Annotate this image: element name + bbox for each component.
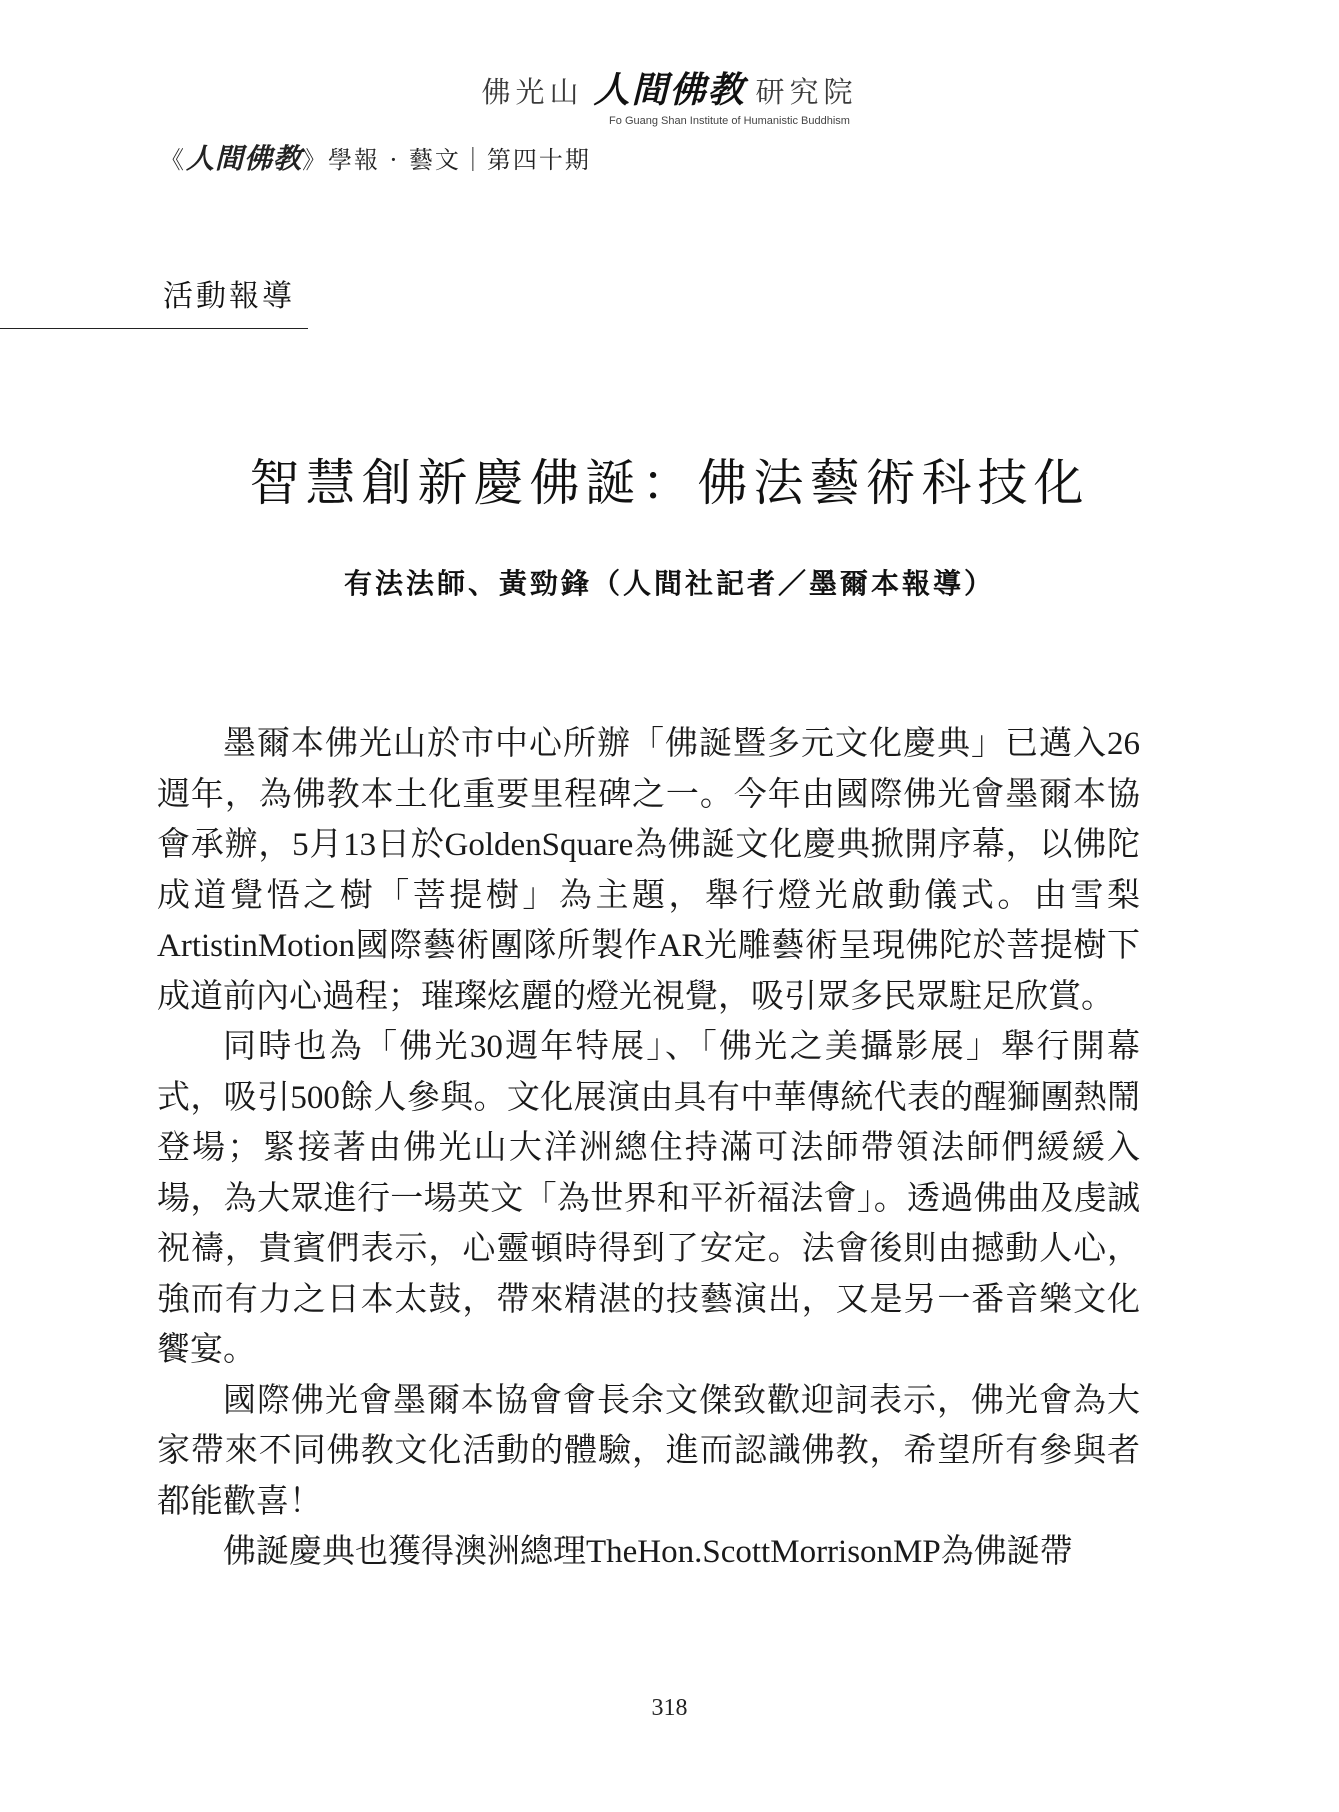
journal-running-head <box>160 137 591 177</box>
institute-brand-logo: 人間佛教 <box>593 69 746 111</box>
institute-name <box>0 62 1339 113</box>
institute-english-name: Fo Guang Shan Institute of Humanistic Buddhism <box>609 115 850 127</box>
journal-brand: 人間佛教 <box>186 142 303 175</box>
paragraph: 佛誕慶典也獲得澳洲總理TheHon.ScottMorrisonMP為佛誕帶 <box>223 1534 1073 1570</box>
section-label: 活動報導 <box>163 279 295 314</box>
institute-name-left: 佛光山 <box>481 75 584 109</box>
journal-open-quote: 《 <box>160 146 186 174</box>
section-divider <box>0 328 308 329</box>
article-title: 智慧創新慶佛誕：佛法藝術科技化 <box>249 454 1090 512</box>
page-number: 318 <box>651 1695 688 1721</box>
paragraph: 墨爾本佛光山於市中心所辦「佛誕暨多元文化慶典」已邁入26週年，為佛教本土化重要里程碑之一。今年由國際佛光會墨爾本協會承辦，5月13日於GoldenSquare為佛誕文化慶典掀開序幕，以佛陀成道覺悟之樹「菩提樹」為主題，舉行燈光啟動儀式。由雪梨ArtistinMotion國際藝術團隊所製作AR光雕藝術呈現佛陀於菩提樹下成道前內心過程；璀璨炫麗的燈光視覺，吸引眾多民眾駐足欣賞。 <box>157 726 1140 1015</box>
paragraph: 同時也為「佛光30週年特展」、「佛光之美攝影展」舉行開幕式，吸引500餘人參與。文化展演由具有中華傳統代表的醒獅團熱鬧登場；緊接著由佛光山大洋洲總住持滿可法師帶領法師們緩緩入場，為大眾進行一場英文「為世界和平祈福法會」。透過佛曲及虔誠祝禱，貴賓們表示，心靈頓時得到了安定。法會後則由撼動人心，強而有力之日本太鼓，帶來精湛的技藝演出，又是另一番音樂文化饗宴。 <box>157 1029 1140 1368</box>
journal-issue-info: 學報 · 藝文｜第四十期 <box>328 146 591 174</box>
article-body <box>157 719 1140 1578</box>
paragraph: 國際佛光會墨爾本協會會長余文傑致歡迎詞表示，佛光會為大家帶來不同佛教文化活動的體驗，進而認識佛教，希望所有參與者都能歡喜！ <box>157 1382 1140 1520</box>
institute-name-right: 研究院 <box>755 75 858 109</box>
journal-close-quote: 》 <box>302 146 329 174</box>
article-byline: 有法法師、黃勁鋒（人間社記者／墨爾本報導） <box>343 567 995 600</box>
institute-header <box>0 62 1339 127</box>
